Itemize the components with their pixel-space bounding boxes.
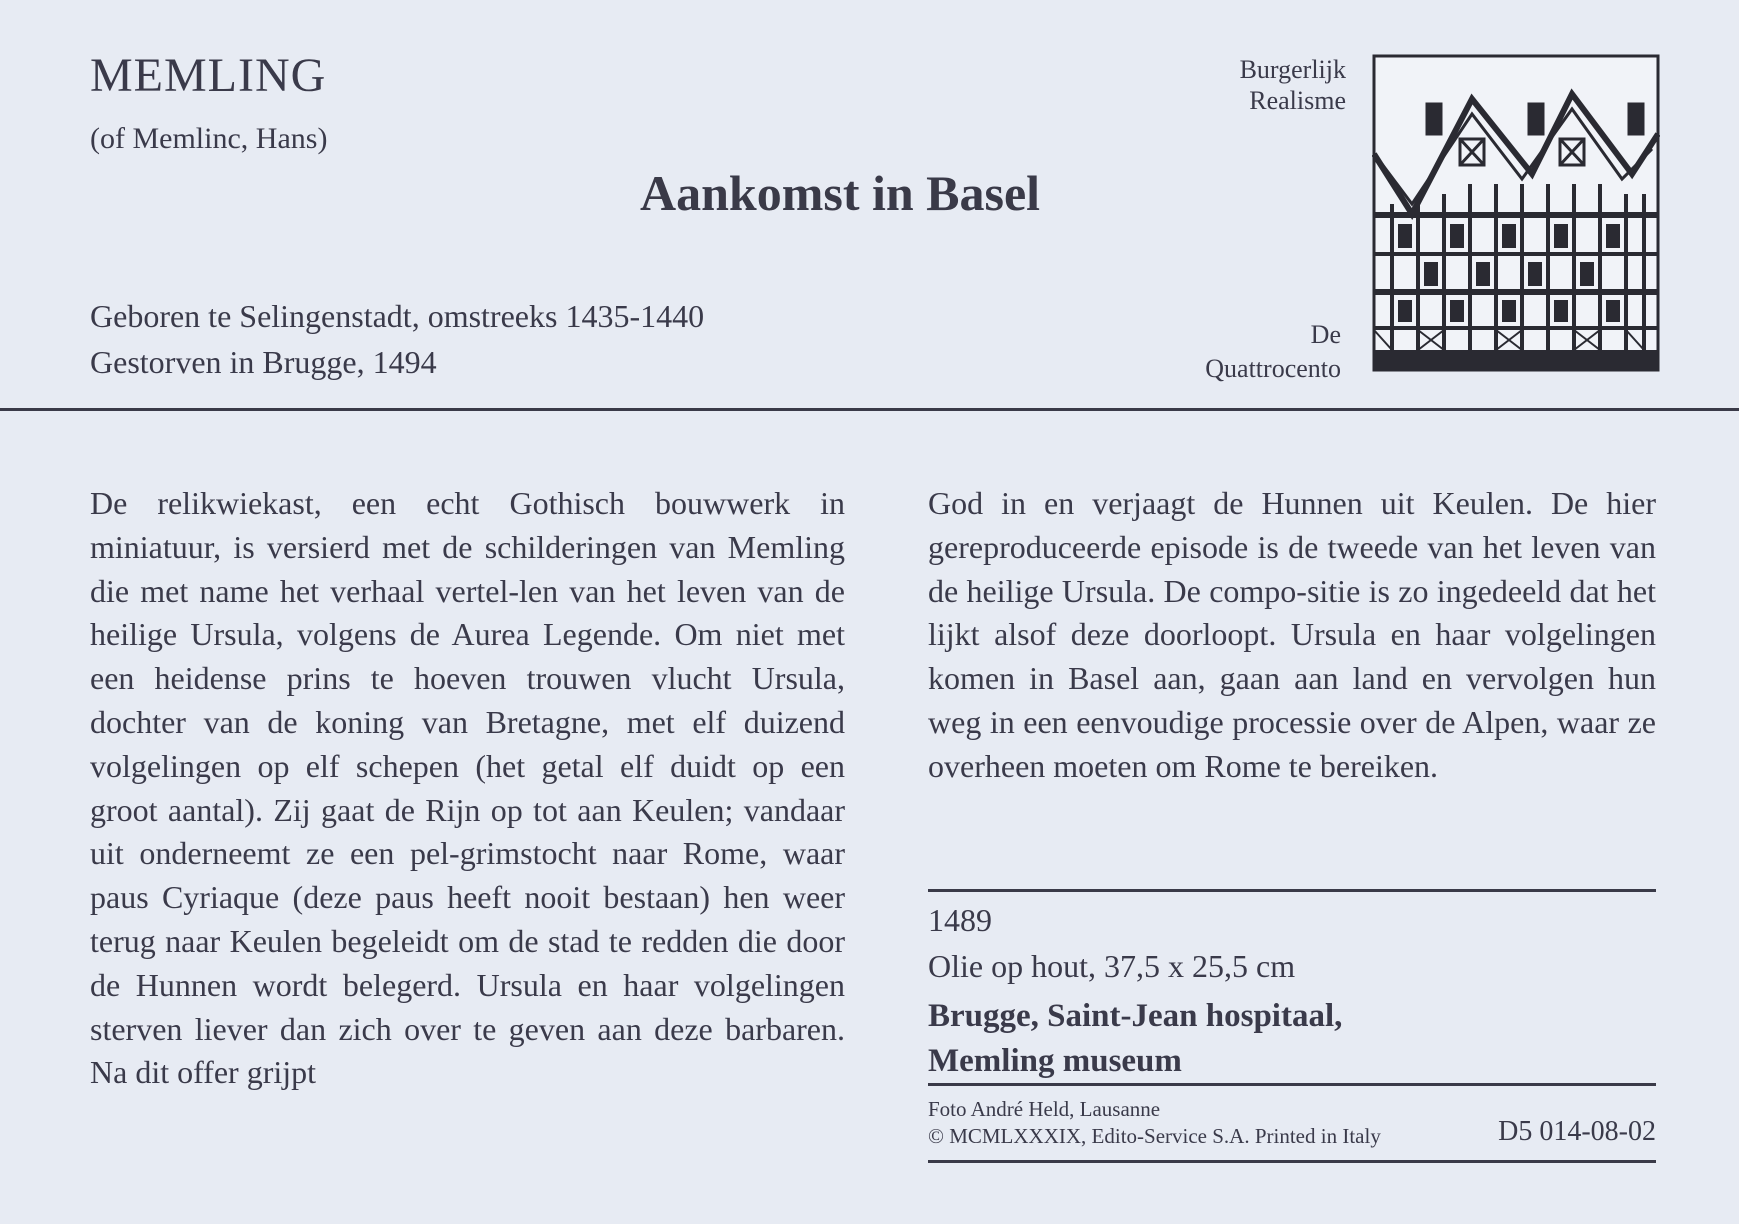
catalog-number: D5 014-08-02 [1498,1116,1656,1147]
artwork-medium: Olie op hout, 37,5 x 25,5 cm [928,948,1296,984]
style-label [1106,54,1346,116]
info-divider-top [928,889,1656,892]
artwork-location-line2: Memling museum [928,1043,1182,1079]
death-info: Gestorven in Brugge, 1494 [90,344,437,380]
description-right-column: God in en verjaagt de Hunnen uit Keulen. De hier gereproduceerde episode is de tweede van het leven van de heilige Ursula. De compo-sitie is zo ingedeeld dat het lijkt alsof deze doorloopt. Ursula en haar volgelingen komen in Basel aan, gaan aan land en vervolgen hun weg in een eenvoudige processie over de Alpen, waar ze overheen moeten om Rome te bereiken. [928,485,1656,784]
period-label-line1: De [1310,320,1341,349]
copyright-notice: © MCMLXXXIX, Edito-Service S.A. Printed in Italy [928,1124,1381,1148]
info-divider-bottom [928,1160,1656,1163]
info-divider-middle [928,1083,1656,1086]
style-label-line1: Burgerlijk [1239,55,1346,84]
header-divider [0,408,1739,411]
artwork-location [928,994,1656,1084]
description-left-column: De relikwiekast, een echt Gothisch bouwwerk in miniatuur, is versierd met de schilderingen van Memling die met name het verhaal vertel-len van het leven van de heilige Ursula, volgens de Aurea Legende. Om niet met een heidense prins te hoeven trouwen vlucht Ursula, dochter van de koning van Bretagne, met elf duizend volgelingen op elf schepen (het getal elf duidt op een groot aantal). Zij gaat de Rijn op tot aan Keulen; vandaar uit onderneemt ze een pel-grimstocht naar Rome, waar paus Cyriaque (deze paus heeft nooit bestaan) hen weer terug naar Keulen begeleidt om de stad te redden die door de Hunnen wordt belegerd. Ursula en haar volgelingen sterven liever dan zich over te geven aan deze barbaren. Na dit offer grijpt [90,485,845,1091]
artist-alias: (of Memlinc, Hans) [90,122,328,155]
birth-info: Geboren te Selingenstadt, omstreeks 1435-1440 [90,298,705,334]
period-label-line2: Quattrocento [1205,354,1341,383]
period-label [1101,318,1341,386]
photo-credit: Foto André Held, Lausanne [928,1097,1161,1121]
artwork-title: Aankomst in Basel [640,165,1041,221]
artist-name: MEMLING [90,49,327,102]
half-timbered-houses-icon [1372,54,1660,372]
artwork-year: 1489 [928,902,992,938]
artwork-location-line1: Brugge, Saint-Jean hospitaal, [928,998,1343,1034]
style-label-line2: Realisme [1249,86,1346,115]
